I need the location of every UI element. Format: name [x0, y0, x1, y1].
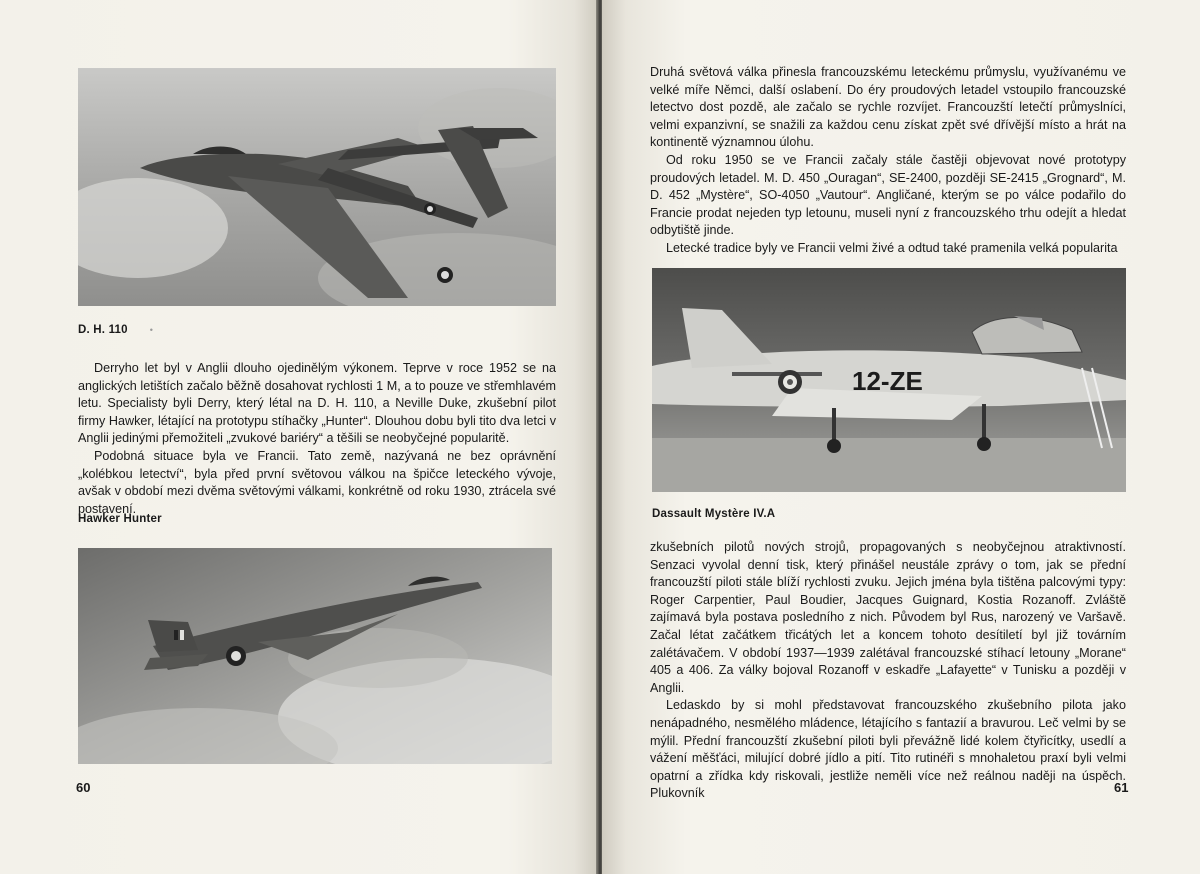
caption-dh110-text: D. H. 110 — [78, 324, 128, 336]
left-body-text — [78, 360, 556, 518]
right-page — [602, 0, 1200, 874]
hunter-aircraft-image — [78, 548, 552, 764]
left-paragraph-1: Derryho let byl v Anglii dlouho ojedinělým výkonem. Teprve v roce 1952 se na anglických letištích začalo běžně dosahovat rychlosti 1 M, a to pouze ve střemhlavém letu. Specialisty byli Derry, který létal na D. H. 110, a Neville Duke, zkušební pilot firmy Hawker, létající na prototypu stíhačky „Hunter“. Dlouhou dobu byli tito dva letci v Anglii jedinými přemožiteli „zvukové bariéry“ a těšili se neobyčejné popularitě. — [78, 361, 556, 446]
mystere-aircraft-image — [652, 268, 1126, 492]
dh110-aircraft-image — [78, 68, 556, 306]
photo-hawker-hunter — [78, 548, 552, 764]
right-page-number: 61 — [1114, 780, 1129, 795]
right-top-text — [650, 64, 1126, 258]
photo-dh110 — [78, 68, 556, 306]
right-bottom-text — [650, 539, 1129, 803]
caption-hawker-hunter: Hawker Hunter — [78, 513, 162, 525]
right-paragraph-2: Od roku 1950 se ve Francii začaly stále častěji objevovat nové prototypy proudových letadel. M. D. 450 „Ouragan“, SE-2400, později SE-2415 „Grognard“, M. D. 452 „Mystère“, SO-4050 „Vautour“. Angličané, kterým se po válce podařilo do Francie prodat nejeden typ letounu, museli nyní z francouzského trhu odejít a hledat odbytiště jinde. — [650, 152, 1126, 238]
page-mark: • — [149, 325, 154, 335]
left-page — [0, 0, 598, 874]
right-paragraph-4: zkušebních pilotů nových strojů, propagovaných s neobyčejnou atraktivností. Senzaci vyvolal denní tisk, který přinášel neustále zprávy o tom, jak se přední francouzští piloti stále blíží rychlosti zvuku. Jejich jména byla tištěna palcovými typy: Roger Carpentier, Paul Boudier, Jacques Guignard, Kostia Rozanoff. Zvláště zajímavá byla postava posledního z nich. Původem byl Rus, narozený ve Varšavě. Začal létat začátkem třicátých let a koncem tohoto desítiletí byl již továrním zalétávačem. V období 1937—1939 zalétával francouzské stíhací letouny „Morane“ 405 a 406. Za války bojoval Rozanoff v eskadře „Lafayette“ v Tunisku a později v Anglii. — [650, 540, 1126, 695]
aircraft-marking: 12-ZE — [852, 366, 923, 396]
photo-mystere — [652, 268, 1126, 492]
left-paragraph-2: Podobná situace byla ve Francii. Tato země, nazývaná ne bez oprávnění „kolébkou letectví“, byla před první světovou válkou na špičce leteckého vývoje, avšak v období mezi dvěma světovými válkami, konkrétně od roku 1930, ztrácela své postavení. — [78, 448, 556, 516]
caption-dh110 — [78, 324, 153, 336]
right-paragraph-5: Ledaskdo by si mohl představovat francouzského zkušebního pilota jako nenápadného, nesmělého mládence, létajícího s fantazií a bravurou. Leč velmi by se mýlil. Přední francouzští zkušební piloti byli převážně lidé kolem čtyřicítky, usedlí a vážení měšťáci, milující dobré jídlo a pití. Tito rutinéři s mnohaletou praxí byli velmi opatrní a zřídka kdy riskovali, jestliže neměli více než reálnou naději na úspěch. Plukovník — [650, 698, 1126, 801]
right-paragraph-3: Letecké tradice byly ve Francii velmi živé a odtud také pramenila velká popularita — [666, 240, 1118, 255]
right-paragraph-1: Druhá světová válka přinesla francouzskému leteckému průmyslu, využívanému ve velké míře Němci, další oslabení. Do éry proudových letadel vstoupilo francouzské letectvo dost pozdě, ale začalo se rychle rozvíjet. Francouzští letečtí průmyslníci, velmi expanzivní, se snažili za každou cenu získat zpět své dřívější místo a hrát na kontinentě významnou úlohu. — [650, 65, 1126, 150]
left-page-number: 60 — [76, 780, 91, 795]
caption-mystere: Dassault Mystère IV.A — [652, 508, 776, 520]
